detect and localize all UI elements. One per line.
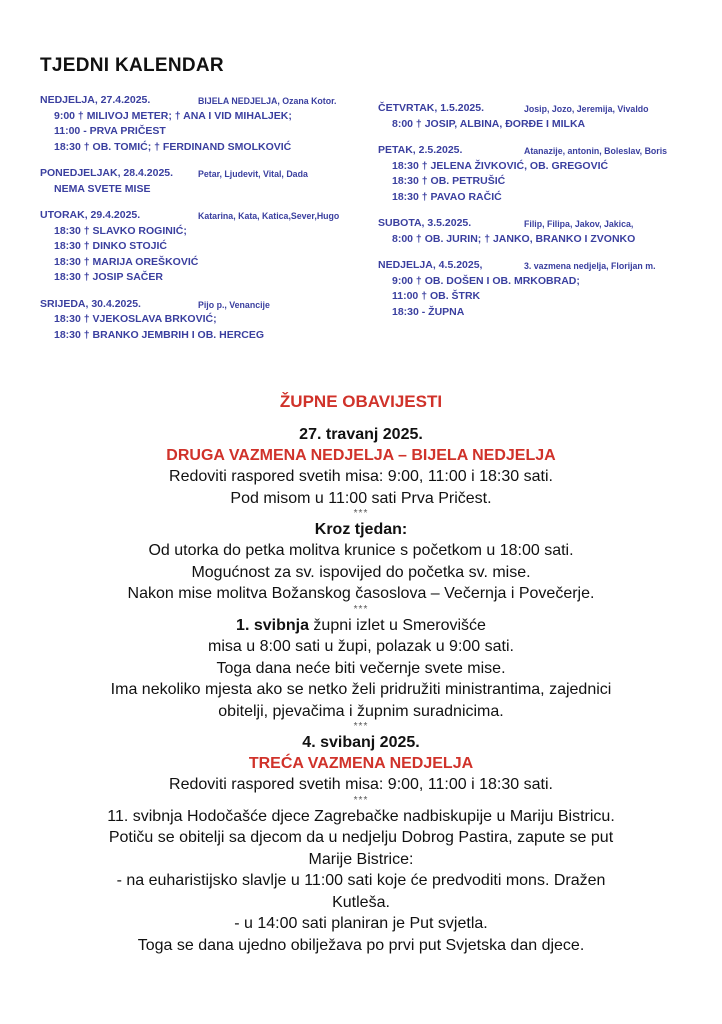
day-saints: Filip, Filipa, Jakov, Jakica, bbox=[524, 219, 634, 229]
notice-line: Redoviti raspored svetih misa: 9:00, 11:00 i 18:30 sati. bbox=[169, 468, 553, 485]
day-heading bbox=[378, 216, 698, 232]
notice-block bbox=[30, 615, 692, 723]
day-saints: Pijo p., Venancije bbox=[198, 299, 270, 310]
calendar-day bbox=[40, 208, 370, 286]
calendar-day bbox=[378, 258, 698, 320]
day-saints: Petar, Ljudevit, Vital, Dada bbox=[198, 169, 308, 179]
notice-date: 4. svibanj 2025. bbox=[302, 734, 420, 751]
parish-notices bbox=[30, 392, 692, 956]
separator: *** bbox=[353, 603, 369, 615]
day-date: PONEDJELJAK, 28.4.2025. bbox=[40, 167, 174, 179]
notice-line: Toga dana neće biti večernje svete mise. bbox=[216, 659, 506, 677]
day-saints: BIJELA NEDJELJA, Ozana Kotor. bbox=[198, 96, 337, 106]
calendar-day bbox=[378, 143, 698, 205]
day-date: NEDJELJA, 27.4.2025. bbox=[40, 94, 151, 106]
mass-intention: 11:00 † OB. ŠTRK bbox=[392, 290, 481, 302]
notice-line: obitelji, pjevačima i župnim suradnicima. bbox=[218, 702, 504, 720]
notice-line: Pod misom u 11:00 sati Prva Pričest. bbox=[230, 489, 492, 507]
day-saints: Atanazije, antonin, Boleslav, Boris bbox=[524, 146, 668, 156]
day-date: SRIJEDA, 30.4.2025. bbox=[40, 297, 141, 310]
notice-lead-rest: župni izlet u Smerovišće bbox=[308, 616, 486, 634]
calendar-day bbox=[40, 166, 370, 197]
mass-intention: 18:30 † PAVAO RAČIĆ bbox=[392, 190, 502, 203]
calendar-left-column bbox=[40, 93, 370, 354]
day-date: NEDJELJA, 4.5.2025, bbox=[378, 259, 483, 271]
day-date: PETAK, 2.5.2025. bbox=[378, 144, 463, 156]
day-saints: Katarina, Kata, Katica,Sever,Hugo bbox=[198, 211, 340, 221]
day-heading bbox=[378, 258, 698, 274]
notice-date: 27. travanj 2025. bbox=[299, 426, 423, 443]
mass-intention: 8:00 † OB. JURIN; † JANKO, BRANKO I ZVONKO bbox=[392, 232, 636, 245]
notice-line: Potiču se obitelji sa djecom da u nedjelju Dobrog Pastira, zapute se put bbox=[108, 829, 614, 846]
day-heading bbox=[40, 93, 370, 109]
day-heading bbox=[378, 101, 698, 117]
day-heading bbox=[40, 166, 370, 182]
mass-intention: NEMA SVETE MISE bbox=[54, 182, 151, 195]
day-heading bbox=[40, 297, 370, 313]
notices-body bbox=[30, 424, 692, 956]
mass-intention: 18:30 † OB. PETRUŠIĆ bbox=[392, 175, 506, 187]
notice-line: Mogućnost za sv. ispovijed do početka sv. mise. bbox=[191, 563, 531, 581]
mass-intention: 18:30 † JOSIP SAČER bbox=[54, 271, 163, 283]
notice-line: Od utorka do petka molitva krunice s početkom u 18:00 sati. bbox=[148, 542, 574, 559]
calendar-right-column bbox=[378, 101, 698, 331]
notice-block bbox=[30, 424, 692, 509]
mass-intention: 9:00 † OB. DOŠEN I OB. MRKOBRAD; bbox=[392, 274, 580, 287]
mass-intention: 18:30 † OB. TOMIĆ; † FERDINAND SMOLKOVIĆ bbox=[54, 140, 292, 153]
notice-line: Kutleša. bbox=[332, 893, 390, 911]
mass-intention: 18:30 † VJEKOSLAVA BRKOVIĆ; bbox=[54, 313, 217, 325]
calendar-day bbox=[378, 101, 698, 132]
notice-line: Marije Bistrice: bbox=[308, 850, 414, 868]
notice-line: Nakon mise molitva Božanskog časoslova – Večernja i Povečerje. bbox=[127, 585, 595, 602]
day-date: ČETVRTAK, 1.5.2025. bbox=[378, 102, 485, 114]
notices-title: ŽUPNE OBAVIJESTI bbox=[279, 392, 443, 411]
day-saints: Josip, Jozo, Jeremija, Vivaldo bbox=[524, 104, 649, 114]
notice-block bbox=[30, 732, 692, 796]
separator: *** bbox=[353, 721, 369, 732]
notice-lead: 1. svibnja bbox=[236, 616, 309, 634]
notice-line: 11. svibnja Hodočašće djece Zagrebačke nadbiskupije u Mariju Bistricu. bbox=[107, 807, 615, 825]
mass-intention: 18:30 † JELENA ŽIVKOVIĆ, OB. GREGOVIĆ bbox=[392, 159, 609, 172]
notice-line: Ima nekoliko mjesta ako se netko želi pridružiti ministrantima, zajednici bbox=[110, 681, 612, 698]
mass-intention: 18:30 - ŽUPNA bbox=[392, 305, 465, 318]
calendar-day bbox=[40, 93, 370, 155]
mass-intention: 18:30 † DINKO STOJIĆ bbox=[54, 240, 168, 252]
notice-line: Toga se dana ujedno obilježava po prvi put Svjetska dan djece. bbox=[137, 936, 585, 954]
day-date: SUBOTA, 3.5.2025. bbox=[378, 217, 472, 229]
mass-intention: 9:00 † MILIVOJ METER; † ANA I VID MIHALJEK; bbox=[54, 109, 292, 122]
notice-heading: TREĆA VAZMENA NEDJELJA bbox=[248, 755, 474, 772]
mass-intention: 18:30 † BRANKO JEMBRIH I OB. HERCEG bbox=[54, 328, 265, 341]
notice-line: Redoviti raspored svetih misa: 9:00, 11:00 i 18:30 sati. bbox=[169, 776, 553, 793]
mass-intention: 8:00 † JOSIP, ALBINA, ĐORĐE I MILKA bbox=[392, 117, 586, 130]
notice-block bbox=[30, 806, 692, 957]
notice-line: - na euharistijsko slavlje u 11:00 sati koje će predvoditi mons. Dražen bbox=[116, 872, 606, 889]
day-heading bbox=[378, 143, 698, 159]
separator: *** bbox=[353, 794, 369, 806]
mass-intention: 18:30 † MARIJA OREŠKOVIĆ bbox=[54, 255, 199, 268]
notice-block bbox=[30, 519, 692, 605]
calendar-day bbox=[40, 297, 370, 344]
mass-intention: 18:30 † SLAVKO ROGINIĆ; bbox=[54, 224, 187, 237]
day-saints: 3. vazmena nedjelja, Florijan m. bbox=[524, 261, 656, 271]
day-date: UTORAK, 29.4.2025. bbox=[40, 209, 141, 221]
mass-intention: 11:00 - PRVA PRIČEST bbox=[54, 125, 166, 137]
separator: *** bbox=[353, 508, 369, 519]
notice-lead-line bbox=[30, 615, 692, 637]
calendar-day bbox=[378, 216, 698, 247]
notice-line: misa u 8:00 sati u župi, polazak u 9:00 sati. bbox=[208, 638, 514, 655]
page-title: TJEDNI KALENDAR bbox=[40, 55, 224, 76]
day-heading bbox=[40, 208, 370, 224]
notice-date: Kroz tjedan: bbox=[314, 521, 408, 538]
notice-line: - u 14:00 sati planiran je Put svjetla. bbox=[234, 915, 488, 932]
notice-heading: DRUGA VAZMENA NEDJELJA – BIJELA NEDJELJA bbox=[166, 447, 556, 464]
